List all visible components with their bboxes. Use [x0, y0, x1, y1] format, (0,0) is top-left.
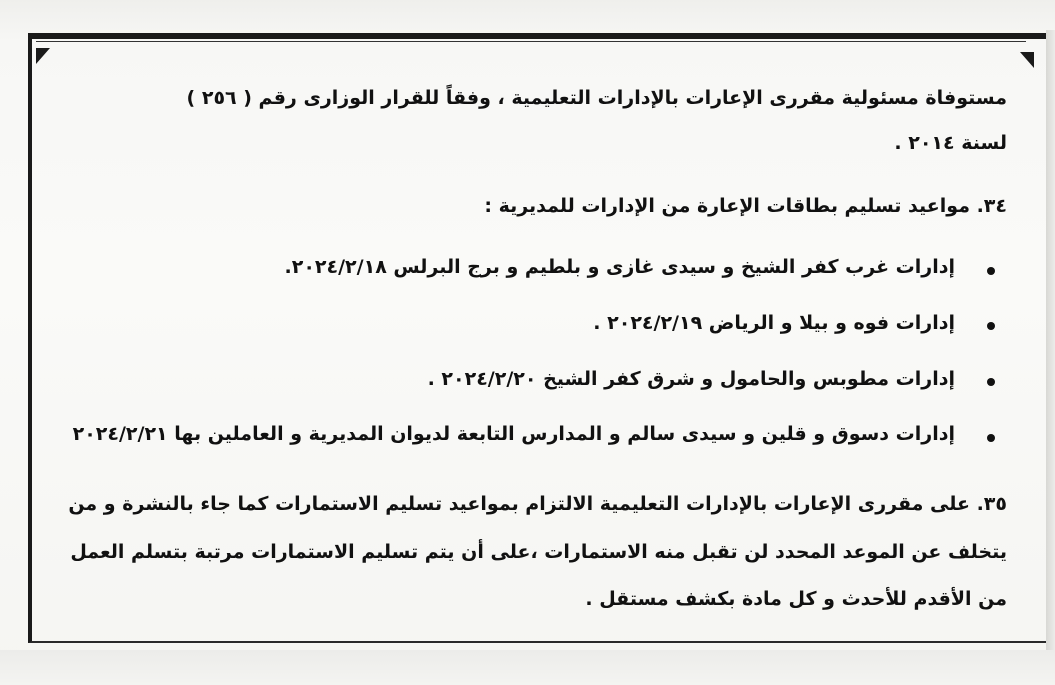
frame-inner-line — [36, 41, 1026, 42]
list-item-date-2: إدارات فوه و بيلا و الرياض ٢٠٢٤/٢/١٩ . — [593, 312, 955, 334]
corner-ornament-right — [1020, 52, 1034, 68]
bullet-icon — [987, 434, 995, 442]
list-item-date-4: إدارات دسوق و قلين و سيدى سالم و المدارس التابعة لديوان المديرية و العاملين بها ٢٠٢٤/٢/٢١ — [72, 423, 955, 445]
corner-ornament-left — [36, 48, 50, 64]
bullet-icon — [987, 267, 995, 275]
page-bottom-margin — [0, 650, 1055, 685]
intro-paragraph-line-2: لسنة ٢٠١٤ . — [894, 132, 1007, 154]
list-item-date-1: إدارات غرب كفر الشيخ و سيدى غازى و بلطيم و برج البرلس ٢٠٢٤/٢/١٨. — [284, 256, 955, 278]
bullet-icon — [987, 378, 995, 386]
page-edge-shadow — [1046, 30, 1055, 685]
item-35-line-3: من الأقدم للأحدث و كل مادة بكشف مستقل . — [585, 588, 1007, 610]
list-item-date-3: إدارات مطوبس والحامول و شرق كفر الشيخ ٢٠٢٤/٢/٢٠ . — [427, 368, 955, 390]
item-35-line-2: يتخلف عن الموعد المحدد لن تقبل منه الاستمارات ،على أن يتم تسليم الاستمارات مرتبة بتسلم العمل — [70, 541, 1007, 563]
item-34-heading: ٣٤. مواعيد تسليم بطاقات الإعارة من الإدارات للمديرية : — [484, 195, 1007, 217]
intro-paragraph-line-1: مستوفاة مسئولية مقررى الإعارات بالإدارات التعليمية ، وفقاً للقرار الوزارى رقم ( ٢٥٦ ) — [186, 87, 1007, 109]
item-35-line-1: ٣٥. على مقررى الإعارات بالإدارات التعليمية الالتزام بمواعيد تسليم الاستمارات كما جاء بالنشرة و من — [68, 493, 1007, 515]
bullet-icon — [987, 322, 995, 330]
